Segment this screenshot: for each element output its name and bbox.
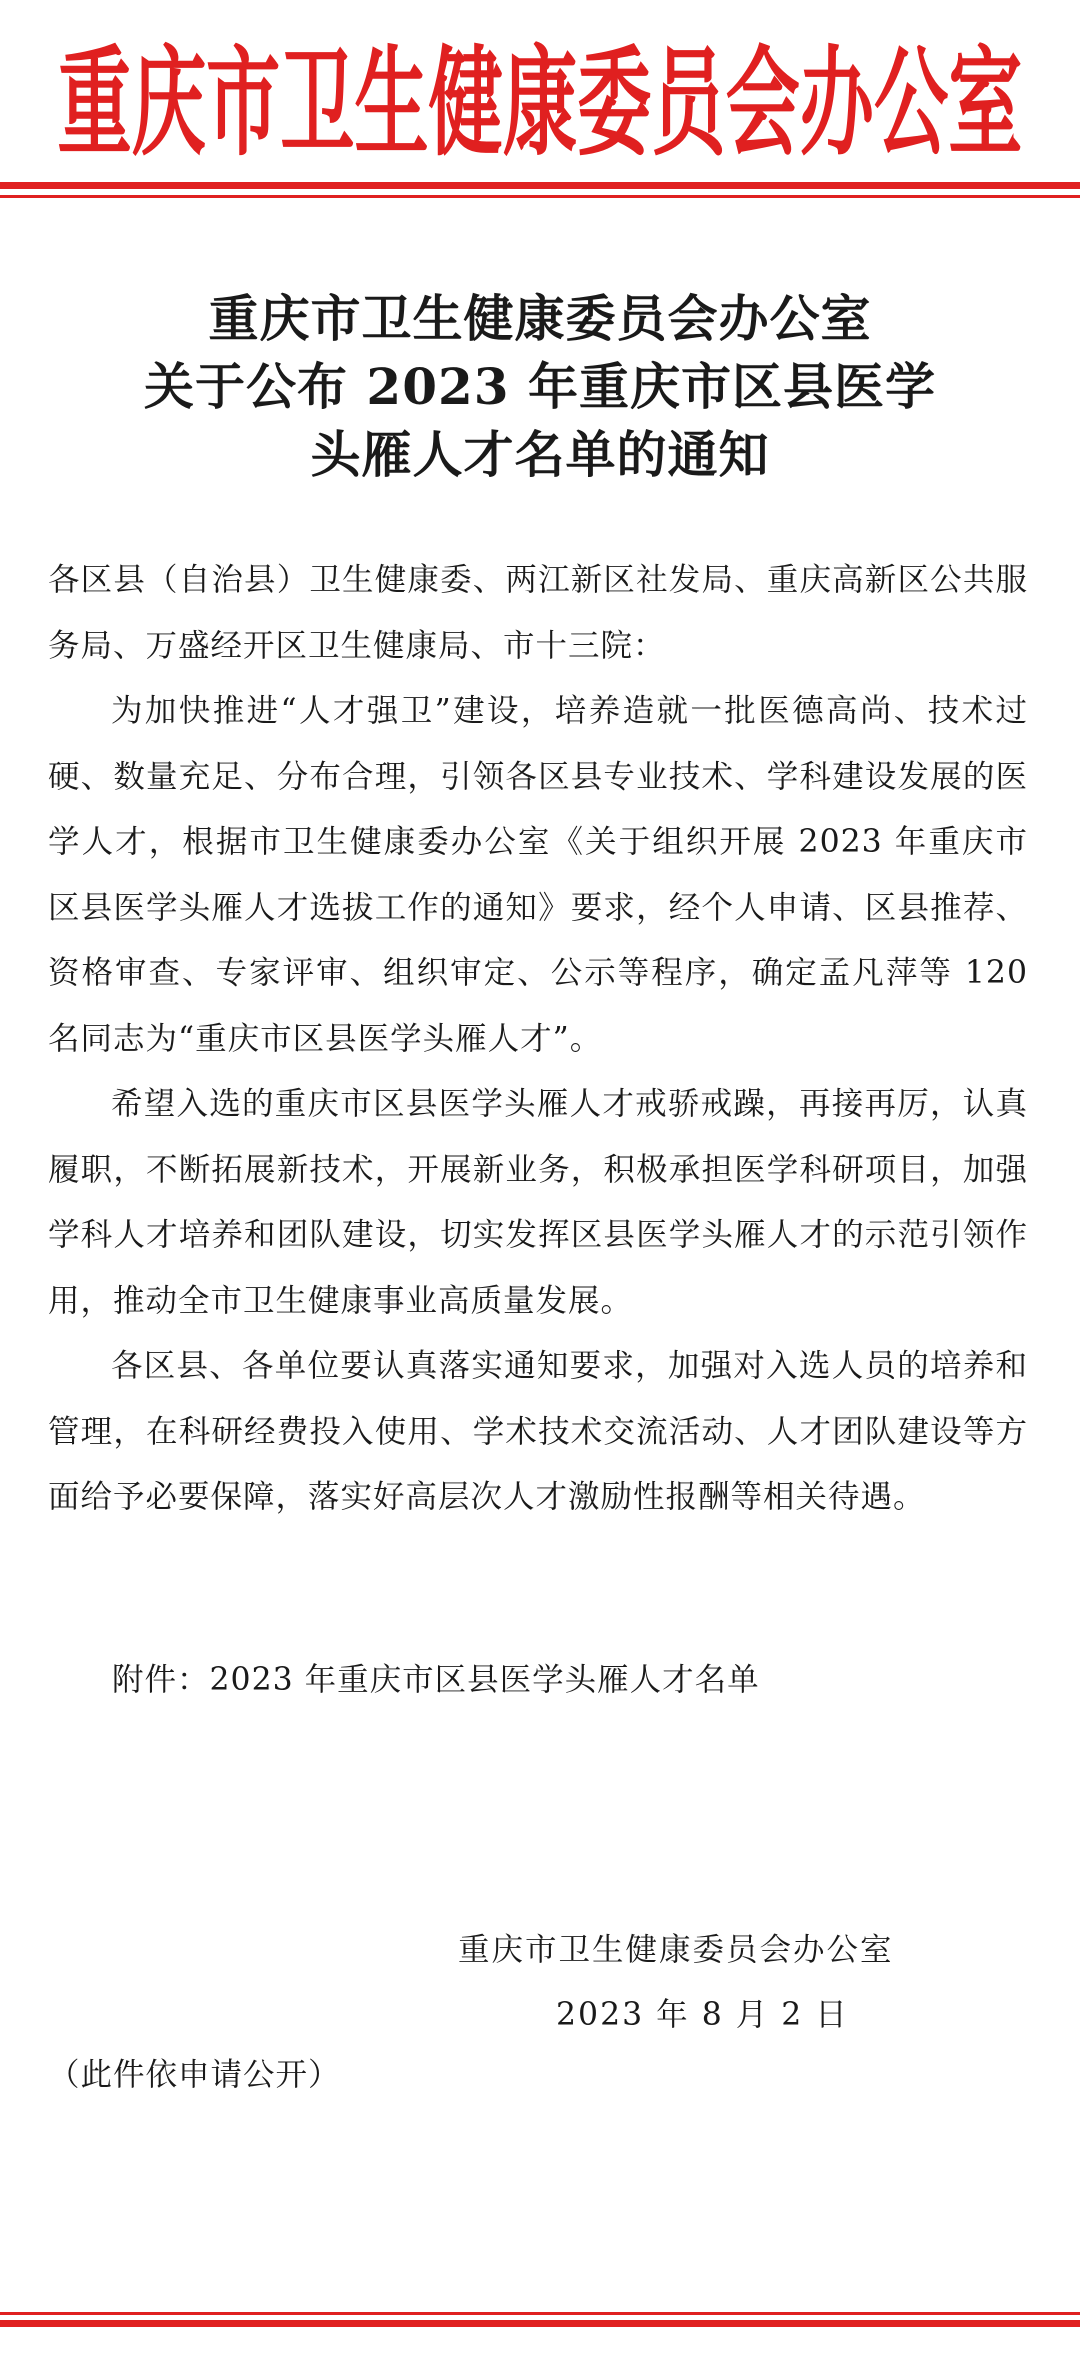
paragraph-2: 希望入选的重庆市区县医学头雁人才戒骄戒躁，再接再厉，认真履职，不断拓展新技术，开展新业务，积极承担医学科研项目，加强学科人才培养和团队建设，切实发挥区县医学头雁人才的示范引领作用，推动全市卫生健康事业高质量发展。 (48, 1086, 1028, 1319)
title-line-2: 关于公布 2023 年重庆市区县医学 (144, 357, 936, 416)
attachment-line: 附件：2023 年重庆市区县医学头雁人才名单 (112, 1662, 760, 1698)
document-title (0, 285, 1080, 489)
header-rule-thick (0, 182, 1080, 189)
paragraph-1: 为加快推进“人才强卫”建设，培养造就一批医德高尚、技术过硬、数量充足、分布合理，引领各区县专业技术、学科建设发展的医学人才，根据市卫生健康委办公室《关于组织开展 2023 年重庆市区县医学头雁人才选拔工作的通知》要求，经个人申请、区县推荐、资格审查、专家评审、组织审定、公示等程序，确定孟凡萍等 120 名同志为“重庆市区县医学头雁人才”。 (48, 693, 1028, 1057)
signature-date: 2023 年 8 月 2 日 (556, 1997, 849, 2033)
addressee: 各区县（自治县）卫生健康委、两江新区社发局、重庆高新区公共服务局、万盛经开区卫生健康局、市十三院： (48, 562, 1028, 664)
disclosure-note: （此件依申请公开） (48, 2057, 341, 2093)
title-line-3: 头雁人才名单的通知 (310, 425, 770, 484)
document-body (48, 548, 1028, 1531)
masthead-title: 重庆市卫生健康委员会办公室 (57, 33, 1023, 172)
footer-rule-thin (0, 2312, 1080, 2315)
title-line-1: 重庆市卫生健康委员会办公室 (208, 289, 872, 348)
paragraph-3: 各区县、各单位要认真落实通知要求，加强对入选人员的培养和管理，在科研经费投入使用、学术技术交流活动、人才团队建设等方面给予必要保障，落实好高层次人才激励性报酬等相关待遇。 (48, 1348, 1028, 1515)
footer-rule-thick (0, 2320, 1080, 2327)
header-rule-thin (0, 195, 1080, 198)
masthead (50, 22, 1030, 172)
signature-org: 重庆市卫生健康委员会办公室 (458, 1932, 894, 1968)
